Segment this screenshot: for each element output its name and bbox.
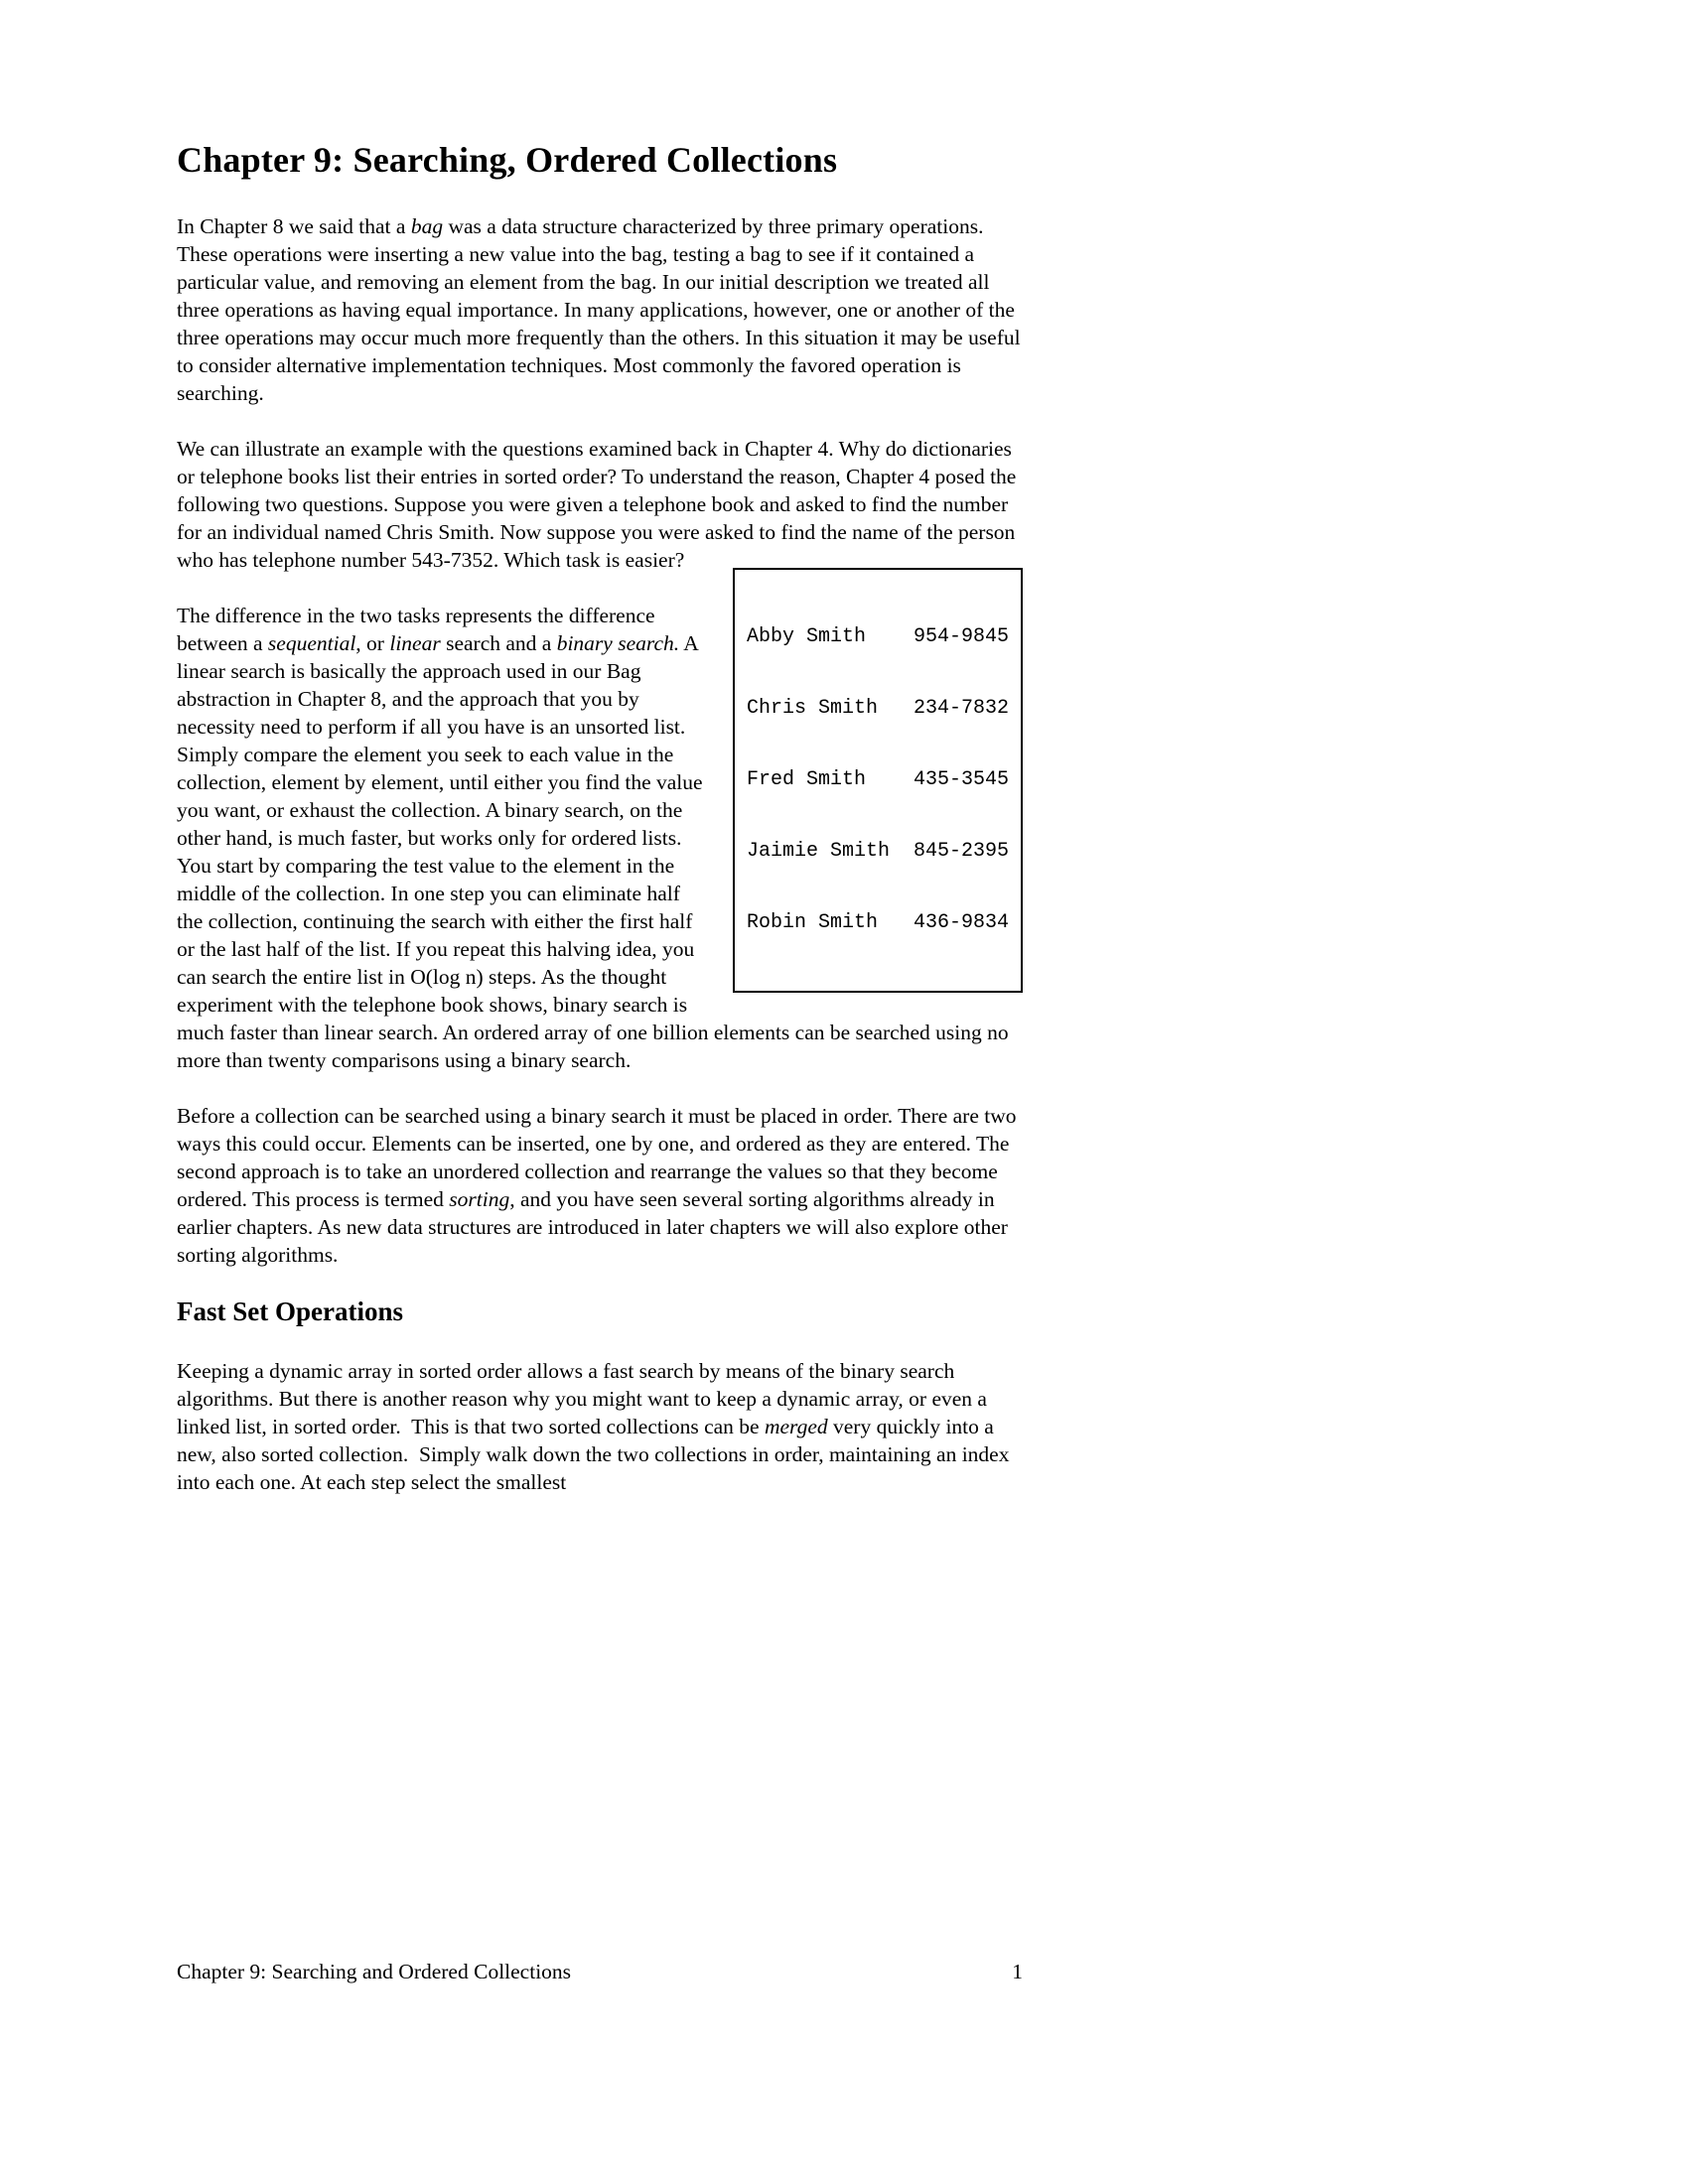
phonebook-row [747, 911, 1009, 935]
phonebook-table [733, 568, 1023, 993]
paragraph-intro-bag: In Chapter 8 we said that a bag was a data structure characterized by three primary operations. These operations were inserting a new value into the bag, testing a bag to see if it contained a particular value, and removing an element from the bag. In our initial description we treated all three operations as having equal importance. In many applications, however, one or another of the three operations may occur much more frequently than the others. In this situation it may be useful to consider alternative implementation techniques. Most commonly the favored operation is searching. [177, 214, 1026, 405]
paragraph-fast-set-operations: Keeping a dynamic array in sorted order allows a fast search by means of the binary search algorithms. But there is another reason why you might want to keep a dynamic array, or even a linked list, in sorted order. This is that two sorted collections can be merged very quickly into a new, also sorted collection. Simply walk down the two collections in order, maintaining an index into each one. At each step select the smallest [177, 1359, 1015, 1494]
content-column [177, 0, 1026, 1524]
footer-page-number: 1 [1012, 1960, 1023, 1983]
chapter-title: Chapter 9: Searching, Ordered Collections [177, 140, 838, 180]
phonebook-row [747, 840, 1009, 864]
phonebook-phone: 954-9845 [913, 625, 1009, 648]
phonebook-name: Abby Smith [746, 625, 866, 648]
phonebook-name: Jaimie Smith [746, 840, 890, 863]
phonebook-name: Robin Smith [746, 911, 878, 934]
paragraph-telephone-example: We can illustrate an example with the questions examined back in Chapter 4. Why do dictionaries or telephone books list their entries in sorted order? To understand the reason, Chapter 4 posed the following two questions. Suppose you were given a telephone book and asked to find the number for an individual named Chris Smith. Now suppose you were asked to find the name of the person who has telephone number 543-7352. Which task is easier? [177, 437, 1022, 572]
phonebook-row [747, 768, 1009, 792]
section-heading: Fast Set Operations [177, 1297, 403, 1326]
phonebook-name: Chris Smith [746, 697, 878, 720]
phonebook-row [747, 625, 1009, 649]
paragraph-sorting: Before a collection can be searched using a binary search it must be placed in order. There are two ways this could occur. Elements can be inserted, one by one, and ordered as they are entered. The second approach is to take an unordered collection and rearrange the values so that they become ordered. This process is termed sorting, and you have seen several sorting algorithms already in earlier chapters. As new data structures are introduced in later chapters we will also explore other sorting algorithms. [177, 1104, 1022, 1267]
phonebook-phone: 234-7832 [913, 697, 1009, 720]
phonebook-name: Fred Smith [746, 768, 866, 791]
footer-title: Chapter 9: Searching and Ordered Collections [177, 1960, 572, 1983]
phonebook-phone: 435-3545 [913, 768, 1009, 791]
phonebook-phone: 436-9834 [913, 911, 1009, 934]
page-footer [177, 1958, 1023, 1985]
phonebook-row [747, 697, 1009, 721]
paragraph-linear-vs-binary: The difference in the two tasks represents the difference between a sequential, or linear search and a binary search. A linear search is basically the approach used in our Bag abstraction in Chapter 8, and the approach that you by necessity need to perform if all you have is an unsorted list. Simply compare the element you seek to each value in the collection, element by element, until either you find the value you want, or exhaust the collection. A binary search, on the other hand, is much faster, but works only for ordered lists. You start by comparing the test value to the element in the middle of the collection. In one step you can eliminate half the collection, continuing the search with either the first half or the last half of the list. If you repeat this halving idea, you can search the entire list in O(log n) steps. As the thought experiment with the telephone book shows, binary search is much faster than linear search. An ordered array of one billion elements can be searched using no more than twenty comparisons using a binary search. [177, 604, 1014, 1072]
phonebook-phone: 845-2395 [913, 840, 1009, 863]
